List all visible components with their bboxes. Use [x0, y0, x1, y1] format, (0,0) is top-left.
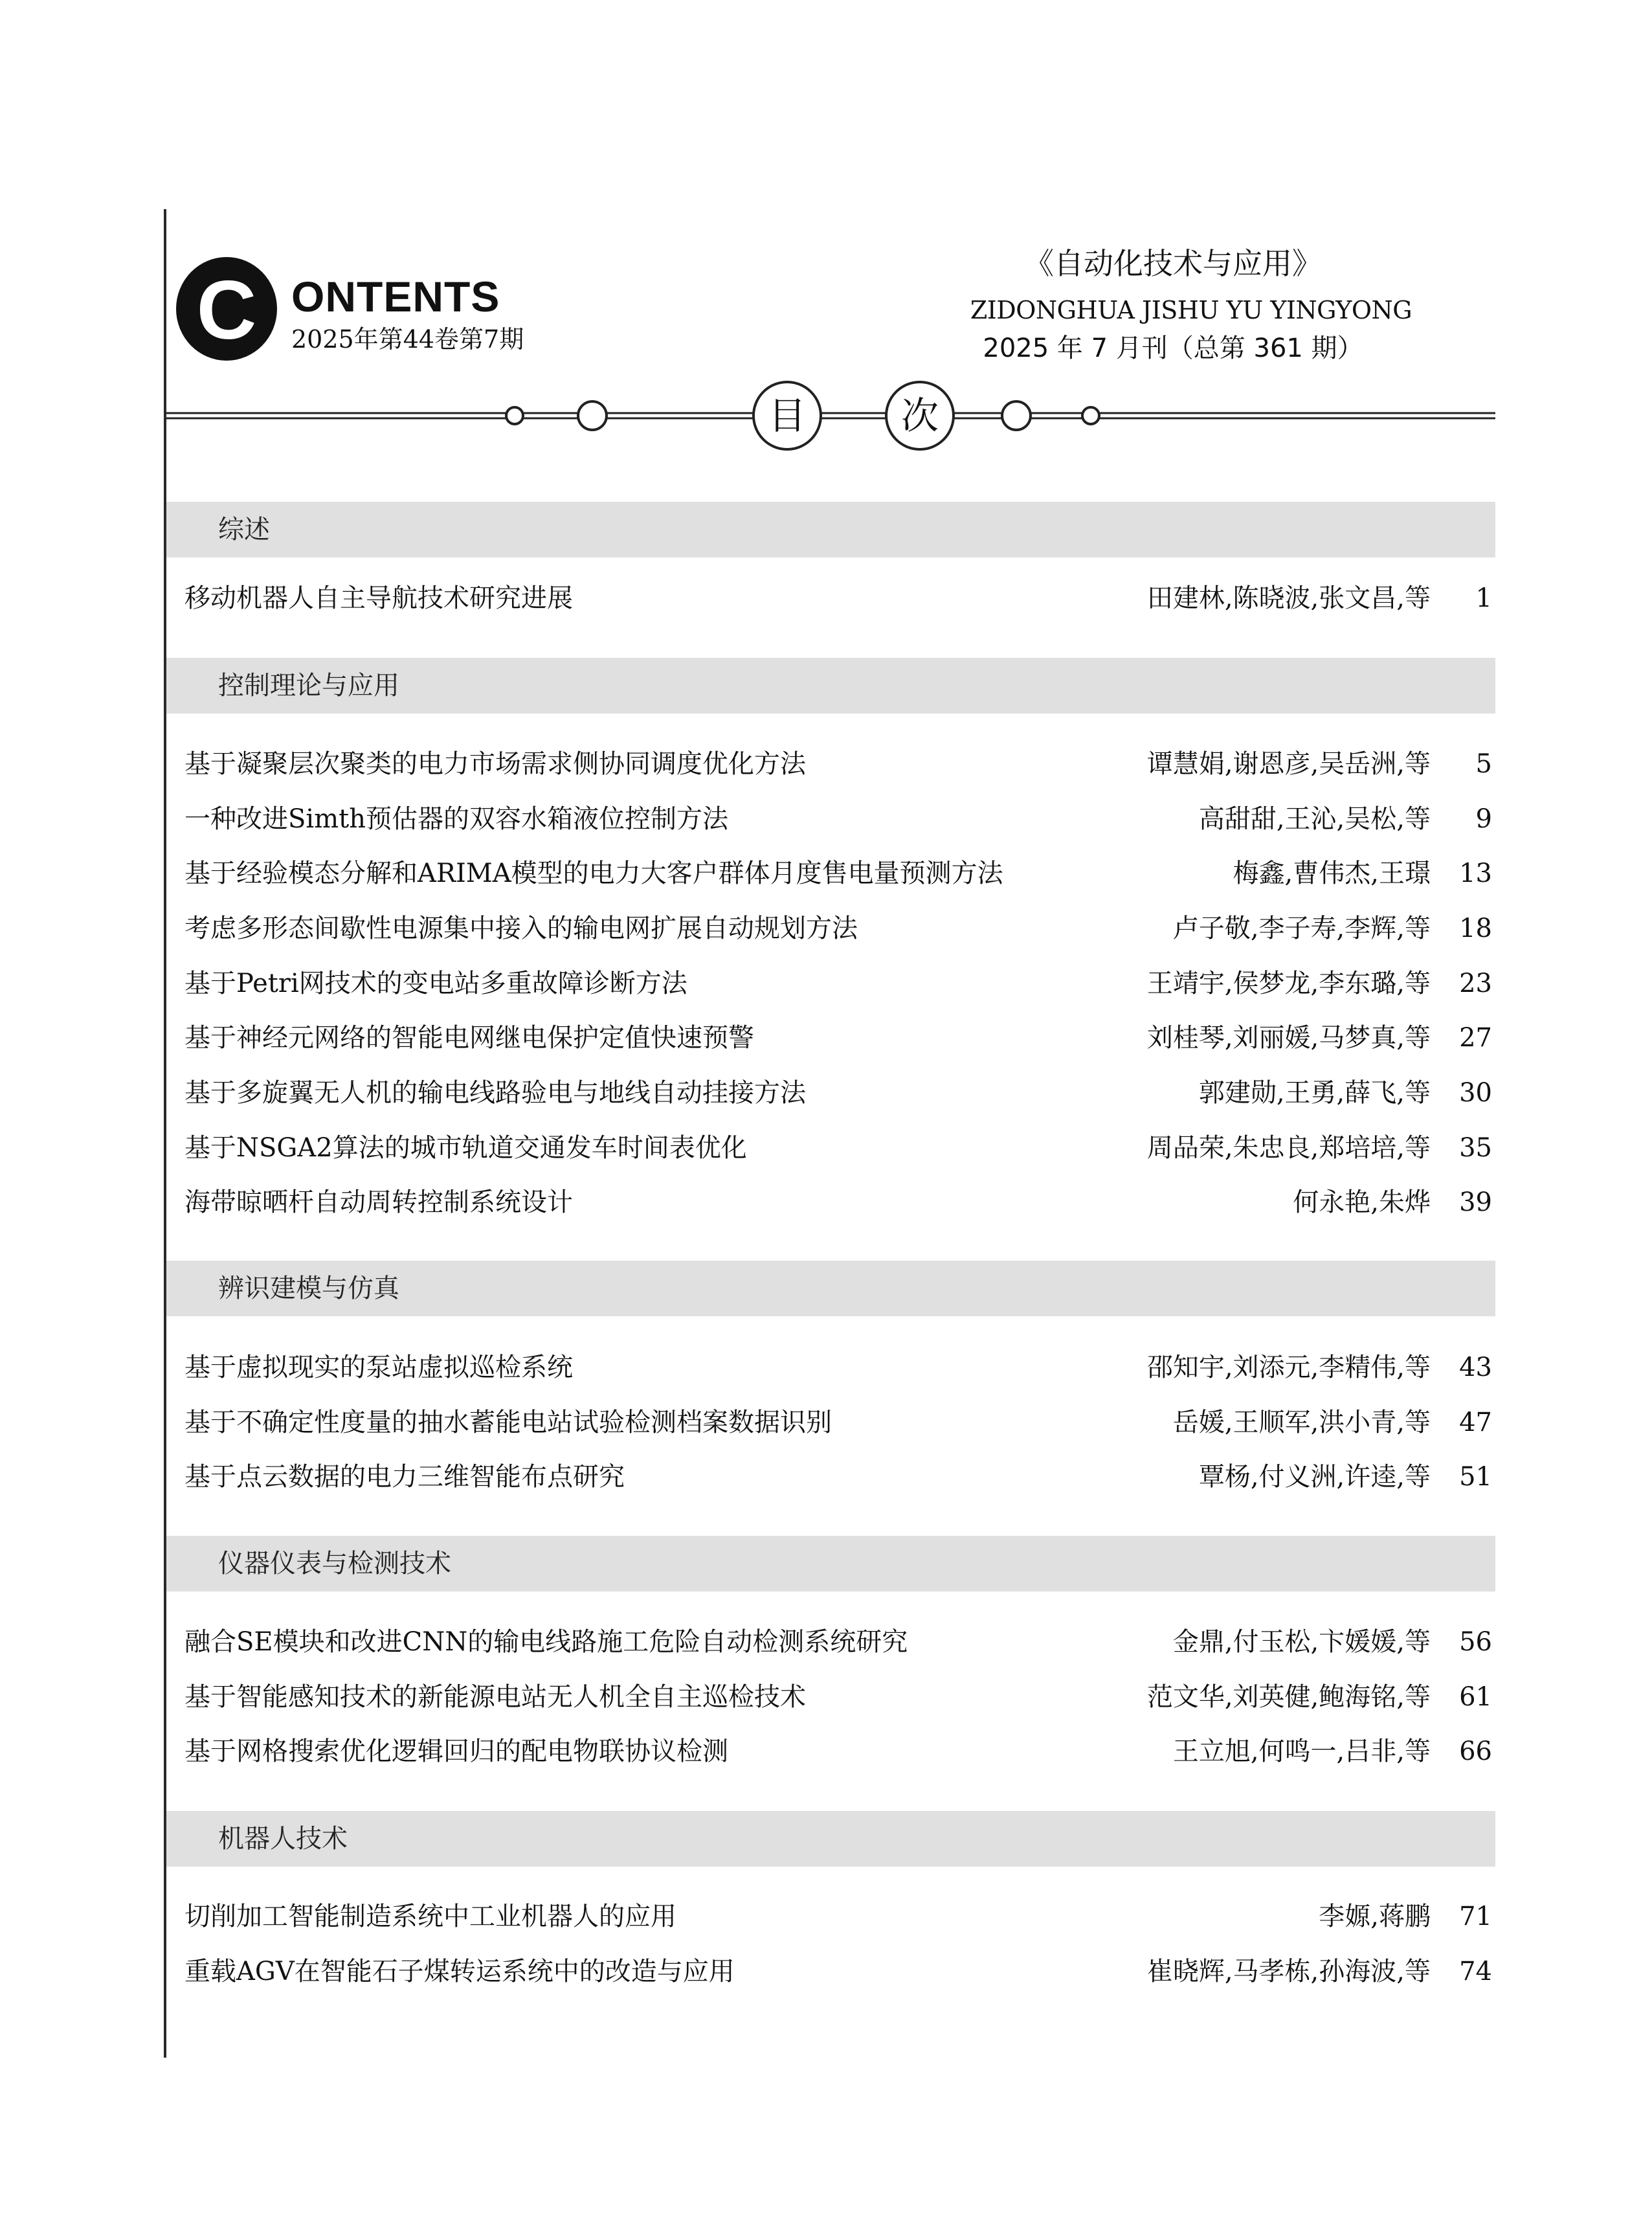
article-authors: 梅鑫,曹伟杰,王璟	[1233, 859, 1431, 888]
article-authors: 王立旭,何鸣一,吕非,等	[1172, 1737, 1431, 1766]
article-authors: 邵知宇,刘添元,李精伟,等	[1146, 1353, 1431, 1382]
toc-entry[interactable]	[184, 1074, 1492, 1112]
article-page: 66	[1459, 1737, 1492, 1766]
article-page: 74	[1459, 1957, 1492, 1986]
article-authors: 何永艳,朱烨	[1293, 1187, 1431, 1217]
article-page: 47	[1459, 1408, 1492, 1437]
article-page: 71	[1459, 1902, 1492, 1931]
article-authors: 田建林,陈晓波,张文昌,等	[1146, 583, 1431, 613]
article-authors: 岳媛,王顺军,洪小青,等	[1172, 1408, 1431, 1437]
toc-entry[interactable]	[184, 1897, 1492, 1936]
article-authors: 周品荣,朱忠良,郑培培,等	[1146, 1133, 1431, 1163]
ornament-divider	[165, 376, 1495, 460]
section-header	[166, 1261, 1495, 1316]
article-page: 39	[1459, 1187, 1492, 1217]
article-authors: 谭慧娟,谢恩彦,吴岳洲,等	[1146, 749, 1431, 779]
article-title: 考虑多形态间歇性电源集中接入的输电网扩展自动规划方法	[184, 914, 858, 943]
toc-entry[interactable]	[184, 579, 1492, 618]
article-page: 5	[1475, 749, 1492, 779]
section-title: 辨识建模与仿真	[218, 1274, 399, 1303]
article-title: 一种改进Simth预估器的双容水箱液位控制方法	[184, 804, 728, 834]
article-authors: 郭建勋,王勇,薛飞,等	[1198, 1078, 1431, 1108]
article-authors: 王靖宇,侯梦龙,李东璐,等	[1146, 969, 1431, 998]
article-authors: 金鼎,付玉松,卞媛媛,等	[1172, 1627, 1431, 1657]
article-page: 1	[1475, 583, 1492, 613]
toc-entry[interactable]	[184, 964, 1492, 1003]
section-title: 综述	[218, 515, 270, 545]
article-authors: 范文华,刘英健,鲍海铭,等	[1146, 1682, 1431, 1712]
toc-entry[interactable]	[184, 909, 1492, 948]
article-title: 基于网格搜索优化逻辑回归的配电物联协议检测	[184, 1737, 728, 1766]
toc-entry[interactable]	[184, 1129, 1492, 1167]
toc-entry[interactable]	[184, 1678, 1492, 1716]
article-authors: 覃杨,付义洲,许逵,等	[1198, 1462, 1431, 1492]
contents-logo-icon	[173, 256, 284, 363]
article-title: 基于智能感知技术的新能源电站无人机全自主巡检技术	[184, 1682, 806, 1712]
issue-info: 2025年第44卷第7期	[291, 325, 524, 354]
left-margin-rule	[164, 209, 166, 2058]
section-header	[166, 502, 1495, 557]
section-title: 机器人技术	[218, 1824, 348, 1854]
article-page: 13	[1459, 859, 1492, 888]
article-page: 9	[1475, 804, 1492, 834]
small-circle-icon	[1082, 407, 1099, 424]
contents-heading: ONTENTS	[291, 273, 500, 320]
toc-entry[interactable]	[184, 1732, 1492, 1771]
toc-entry[interactable]	[184, 1403, 1492, 1442]
small-circle-icon	[506, 407, 523, 424]
article-title: 基于经验模态分解和ARIMA模型的电力大客户群体月度售电量预测方法	[184, 859, 1003, 888]
article-page: 51	[1459, 1462, 1492, 1492]
article-page: 30	[1459, 1078, 1492, 1108]
section-header	[166, 1811, 1495, 1867]
article-authors: 李嫄,蒋鹏	[1319, 1902, 1431, 1931]
article-title: 海带晾晒杆自动周转控制系统设计	[184, 1187, 573, 1217]
article-title: 基于虚拟现实的泵站虚拟巡检系统	[184, 1353, 573, 1382]
article-page: 23	[1459, 969, 1492, 998]
article-page: 61	[1459, 1682, 1492, 1712]
toc-entry[interactable]	[184, 1018, 1492, 1057]
article-page: 18	[1459, 914, 1492, 943]
article-page: 27	[1459, 1023, 1492, 1053]
article-authors: 崔晓辉,马孝栋,孙海波,等	[1146, 1957, 1431, 1986]
section-header	[166, 658, 1495, 714]
toc-entry[interactable]	[184, 1457, 1492, 1496]
article-authors: 刘桂琴,刘丽媛,马梦真,等	[1146, 1023, 1431, 1053]
logo-letter: C	[196, 264, 257, 357]
article-title: 切削加工智能制造系统中工业机器人的应用	[184, 1902, 676, 1931]
circle-icon	[1002, 401, 1031, 430]
circle-icon	[578, 401, 607, 430]
article-page: 35	[1459, 1133, 1492, 1163]
toc-entry[interactable]	[184, 854, 1492, 893]
article-title: 基于点云数据的电力三维智能布点研究	[184, 1462, 625, 1492]
article-title: 基于凝聚层次聚类的电力市场需求侧协同调度优化方法	[184, 749, 806, 779]
journal-issue-month: 2025 年 7 月刊（总第 361 期）	[983, 333, 1363, 363]
ornament-char-mu: 目	[768, 394, 806, 438]
article-title: 基于NSGA2算法的城市轨道交通发车时间表优化	[184, 1133, 747, 1163]
toc-entry[interactable]	[184, 1952, 1492, 1991]
section-header	[166, 1536, 1495, 1591]
toc-entry[interactable]	[184, 1183, 1492, 1222]
toc-entry[interactable]	[184, 1623, 1492, 1661]
toc-entry[interactable]	[184, 800, 1492, 838]
article-title: 基于Petri网技术的变电站多重故障诊断方法	[184, 969, 687, 998]
article-title: 融合SE模块和改进CNN的输电线路施工危险自动检测系统研究	[184, 1627, 908, 1657]
section-title: 仪器仪表与检测技术	[218, 1549, 451, 1579]
article-authors: 卢子敬,李子寿,李辉,等	[1172, 914, 1431, 943]
toc-entry[interactable]	[184, 1348, 1492, 1387]
journal-pinyin: ZIDONGHUA JISHU YU YINGYONG	[970, 296, 1412, 324]
ornament-char-ci: 次	[900, 394, 939, 438]
article-title: 移动机器人自主导航技术研究进展	[184, 583, 573, 613]
article-title: 基于神经元网络的智能电网继电保护定值快速预警	[184, 1023, 754, 1053]
toc-entry[interactable]	[184, 745, 1492, 783]
section-title: 控制理论与应用	[218, 671, 399, 701]
article-authors: 高甜甜,王沁,吴松,等	[1198, 804, 1431, 834]
article-title: 重载AGV在智能石子煤转运系统中的改造与应用	[184, 1957, 735, 1986]
article-title: 基于不确定性度量的抽水蓄能电站试验检测档案数据识别	[184, 1408, 832, 1437]
article-page: 56	[1459, 1627, 1492, 1657]
article-title: 基于多旋翼无人机的输电线路验电与地线自动挂接方法	[184, 1078, 806, 1108]
article-page: 43	[1459, 1353, 1492, 1382]
journal-title: 《自动化技术与应用》	[1024, 246, 1322, 281]
